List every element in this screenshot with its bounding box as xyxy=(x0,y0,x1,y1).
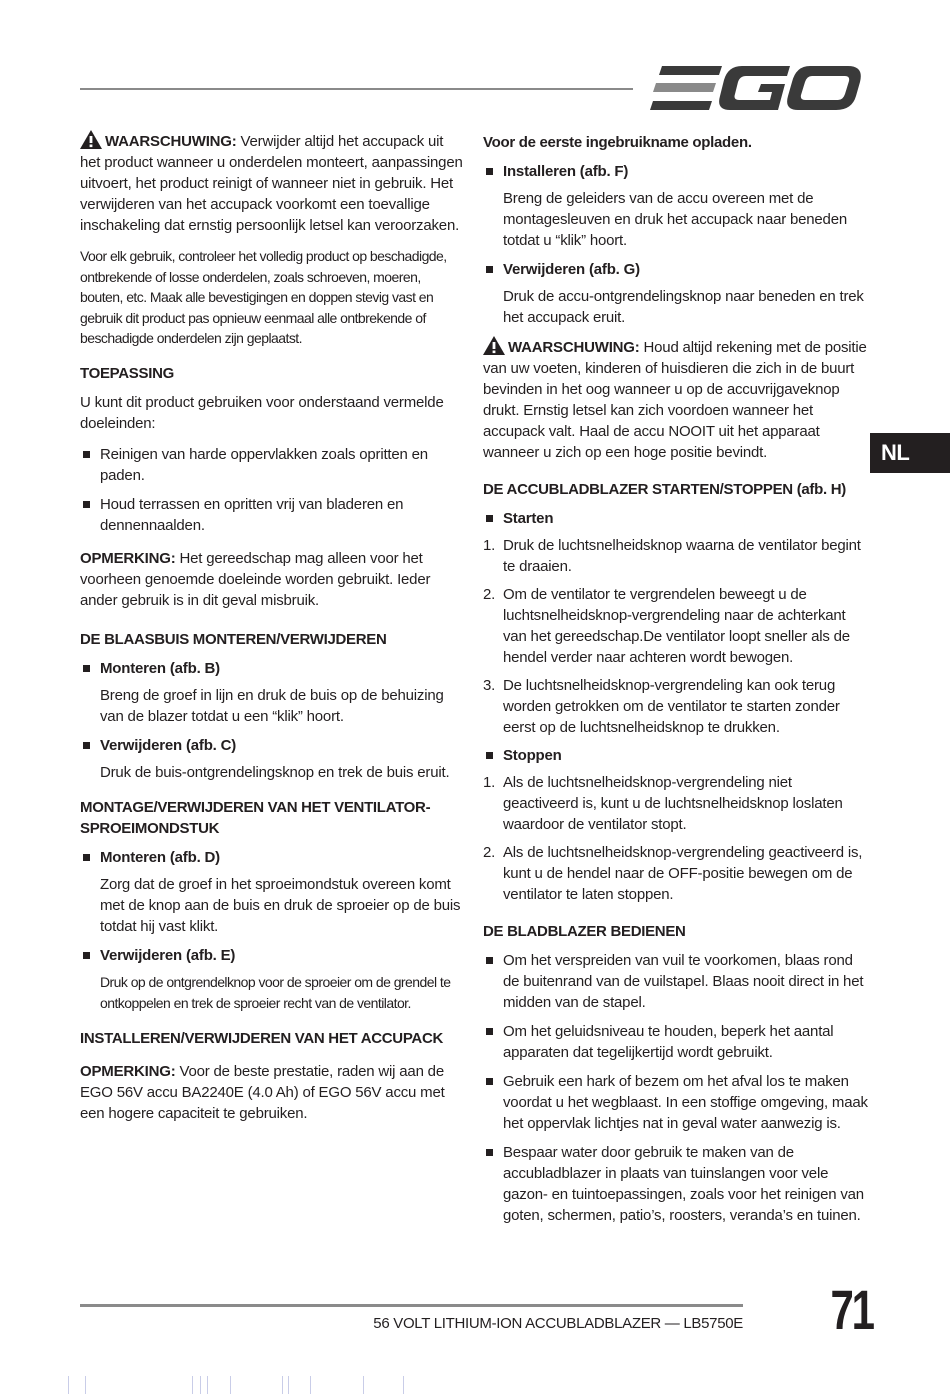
heading-toepassing: TOEPASSING xyxy=(80,364,174,382)
warning-battery-removal xyxy=(80,130,465,236)
warning-feet-position xyxy=(483,336,868,463)
list-item: Houd terrassen en opritten vrij van bladeren en dennennaalden. xyxy=(80,494,465,536)
note-label: OPMERKING: xyxy=(80,549,176,567)
heading-nozzle: MONTAGE/VERWIJDEREN VAN HET VENTILATOR-SPROEIMONDSTUK xyxy=(80,798,431,837)
list-item: Gebruik een hark of bezem om het afval los te maken voordat u het wegblaast. In een stoffige omgeving, maak het oppervlak lichtjes nat in geval water aanwezig is. xyxy=(483,1071,868,1134)
mount-nozzle-text: Zorg dat de groef in het sproeimondstuk overeen komt met de knop aan de buis en druk de sproeier op de buis totdat hij vast klikt. xyxy=(100,875,461,935)
subheading-mount-tube: Monteren (afb. B) xyxy=(80,658,465,679)
warning-text: Verwijder altijd het accupack uit het product wanneer u onderdelen monteert, aanpassingen uitvoert, het product reinigt of wanneer niet in gebruik. Het verwijderen van het accupack voorkomt een toevallige inschakeling dat ernstig persoonlijk letsel kan veroorzaken. xyxy=(80,133,463,234)
heading-start-stop: DE ACCUBLADBLAZER STARTEN/STOPPEN (afb. H) xyxy=(483,481,846,498)
remove-tube-text: Druk de buis-ontgrendelingsknop en trek de buis eruit. xyxy=(100,763,450,781)
subheading-remove-tube: Verwijderen (afb. C) xyxy=(80,735,465,756)
scan-marks xyxy=(60,1376,460,1396)
remove-nozzle-text: Druk op de ontgrendelknop voor de sproeier om de grendel te ontkoppelen en trek de sproeier recht van de ventilator. xyxy=(100,973,451,1011)
list-item: Bespaar water door gebruik te maken van de accubladblazer in plaats van tuinslangen voor vele gazon- en tuintoepassingen, zoals voor het reinigen van goten, schermen, patio’s, roosters, veranda’s en tuinen. xyxy=(483,1142,868,1226)
warning-text: Houd altijd rekening met de positie van uw voeten, kinderen of huisdieren die zich in de buurt bevinden in het oog wanneer u op de accuvrijgaveknop drukt. Ernstig letsel kan zich voordoen wanneer het accupack valt. Haal de accu NOOIT uit het apparaat wanneer u zich op een hoge positie bevindt. xyxy=(483,339,867,461)
subheading-start: Starten xyxy=(483,508,868,529)
heading-accupack: INSTALLEREN/VERWIJDEREN VAN HET ACCUPACK xyxy=(80,1029,444,1047)
list-item: Reinigen van harde oppervlakken zoals opritten en paden. xyxy=(80,444,465,486)
note-label: OPMERKING: xyxy=(80,1062,176,1080)
remove-battery-text: Druk de accu-ontgrendelingsknop naar beneden en trek het accupack eruit. xyxy=(503,288,864,326)
warning-label: WAARSCHUWING: xyxy=(508,339,640,356)
note-usage xyxy=(80,548,465,611)
subheading-stop: Stoppen xyxy=(483,745,868,766)
list-item: 2. Als de luchtsnelheidsknop-vergrendeling geactiveerd is, kunt u de hendel naar de OFF-positie bewegen om de ventilator te laten stoppen. xyxy=(483,844,863,903)
heading-operate: DE BLADBLAZER BEDIENEN xyxy=(483,923,686,940)
note-text: Het gereedschap mag alleen voor het voorheen genoemde doeleinde worden gebruikt. Ieder ander gebruik is in dit geval misbruik. xyxy=(80,549,431,609)
install-battery-text: Breng de geleiders van de accu overeen met de montagesleuven en druk het accupack naar beneden totdat u “klik” hoort. xyxy=(503,190,847,249)
list-item: 1. Druk de luchtsnelheidsknop waarna de ventilator begint te draaien. xyxy=(483,537,861,575)
list-item: Om het geluidsniveau te houden, beperk het aantal apparaten dat tegelijkertijd wordt gebruikt. xyxy=(483,1021,868,1063)
list-item: Om het verspreiden van vuil te voorkomen, blaas rond de buitenrand van de vuilstapel. Blaas nooit direct in het midden van de stapel. xyxy=(483,950,868,1013)
header-rule xyxy=(80,88,633,90)
list-item: 1. Als de luchtsnelheidsknop-vergrendeling niet geactiveerd is, kunt u de luchtsnelheidsknop loslaten waardoor de ventilator stopt. xyxy=(483,774,843,833)
list-item: 3. De luchtsnelheidsknop-vergrendeling kan ook terug worden getrokken om de ventilator te starten zonder eerst op de luchtsnelheidsknop te drukken. xyxy=(483,677,840,736)
ego-logo xyxy=(650,64,862,112)
inspection-paragraph: Voor elk gebruik, controleer het volledig product op beschadigde, ontbrekende of losse onderdelen, zoals schroeven, moeren, bouten, etc. Maak alle bevestigingen en doppen stevig vast en gebruik dit product pas opnieuw eenmaal alle ontbrekende of beschadigde onderdelen zijn geplaatst. xyxy=(80,248,447,346)
footer-title: 56 VOLT LITHIUM-ION ACCUBLADBLAZER — LB5750E xyxy=(373,1315,743,1332)
list-item: 2. Om de ventilator te vergrendelen beweegt u de luchtsnelheidsknop-vergrendeling naar de achterkant van het gereedschap.De ventilator loopt sneller als de hendel verder naar achteren wordt bewogen. xyxy=(483,586,850,666)
language-tab: NL xyxy=(870,433,950,473)
heading-charge-first: Voor de eerste ingebruikname opladen. xyxy=(483,134,752,151)
right-column xyxy=(483,130,868,1234)
note-text: Voor de beste prestatie, raden wij aan de EGO 56V accu BA2240E (4.0 Ah) of EGO 56V accu met een hogere capaciteit te gebruiken. xyxy=(80,1062,445,1122)
left-column xyxy=(80,130,465,1134)
footer-rule xyxy=(80,1304,743,1307)
subheading-mount-nozzle: Monteren (afb. D) xyxy=(80,847,465,868)
subheading-remove-nozzle: Verwijderen (afb. E) xyxy=(80,945,465,966)
subheading-remove-battery: Verwijderen (afb. G) xyxy=(483,259,868,280)
subheading-install-battery: Installeren (afb. F) xyxy=(483,161,868,182)
heading-blaasbuis: DE BLAASBUIS MONTEREN/VERWIJDEREN xyxy=(80,630,387,648)
warning-triangle-icon xyxy=(80,130,102,149)
note-battery xyxy=(80,1061,465,1124)
warning-label: WAARSCHUWING: xyxy=(105,133,237,150)
warning-triangle-icon xyxy=(483,336,505,355)
page-number: 71 xyxy=(830,1278,873,1341)
mount-tube-text: Breng de groef in lijn en druk de buis op de behuizing van de blazer totdat u een “klik” hoort. xyxy=(100,686,444,725)
toepassing-intro: U kunt dit product gebruiken voor onderstaand vermelde doeleinden: xyxy=(80,393,444,432)
